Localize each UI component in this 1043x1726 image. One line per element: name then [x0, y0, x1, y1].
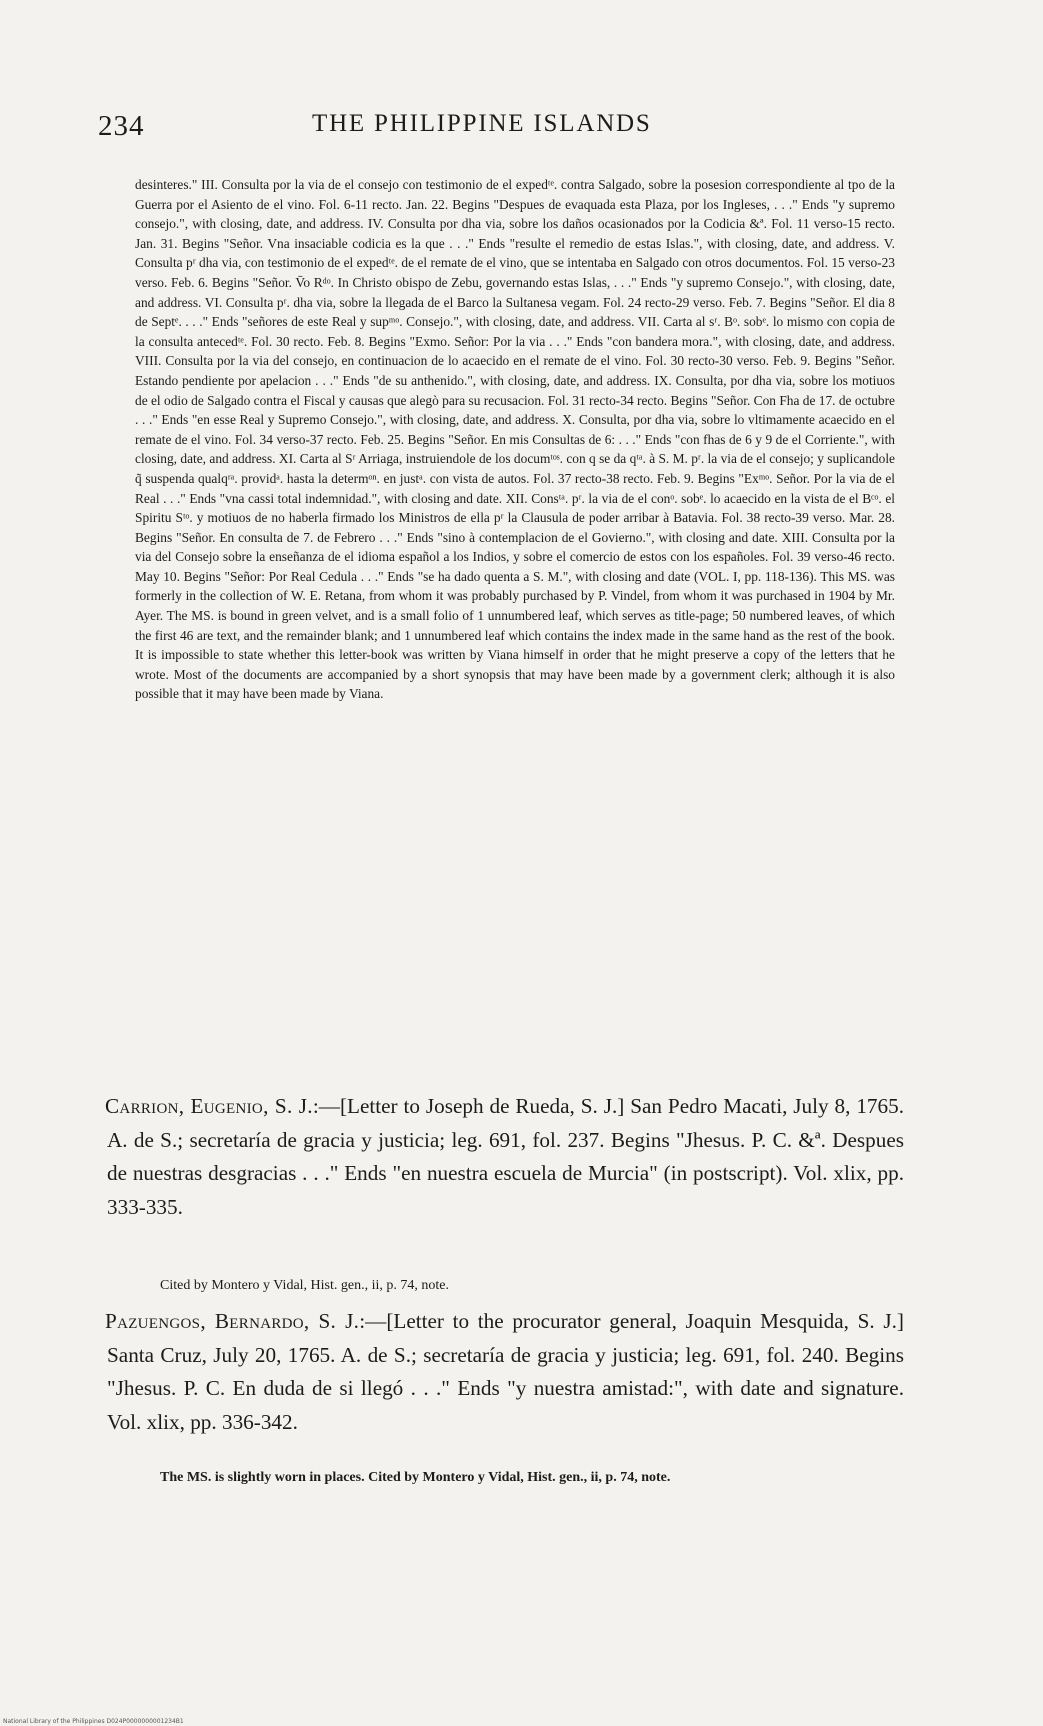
page-number: 234	[98, 110, 145, 142]
bibliography-entry-pazuengos	[107, 1305, 904, 1439]
entry-paragraph	[107, 1090, 904, 1224]
entry-author: Pazuengos, Bernardo, S. J.	[105, 1309, 360, 1333]
page-header	[98, 110, 898, 150]
entry-author: Carrion, Eugenio, S. J.	[105, 1094, 313, 1118]
running-title: THE PHILIPPINE ISLANDS	[312, 110, 652, 137]
description-paragraph: desinteres." III. Consulta por la via de el consejo con testimonio de el expedᵗᵉ. contra Salgado, sobre la posesion correspondiente al tpo de la Guerra por el Asiento de el vino. Fol. 6-11 recto. Jan. 22. Begins "Despues de evaquada esta Plaza, por los Ingleses, . . ." Ends "y supremo consejo.", with closing, date, and address. IV. Consulta por dha via, sobre los daños ocasionados por la Codicia &ª. Fol. 11 verso-15 recto. Jan. 31. Begins "Señor. Vna insaciable codicia es la que . . ." Ends "resulte el remedio de estas Islas.", with closing, date, and address. V. Consulta pʳ dha via, con testimonio de el expedᵗᵉ. de el remate de el vino, que se intentaba en Salgado con otros documentos. Fol. 15 verso-23 verso. Feb. 6. Begins "Señor. V̄o Rᵈᵒ. In Christo obispo de Zebu, governando estas Islas, . . ." Ends "y supremo Consejo.", with closing, date, and address. VI. Consulta pʳ. dha via, sobre la llegada de el Barco la Sultanesa vegam. Fol. 24 recto-29 verso. Feb. 7. Begins "Señor. El dia 8 de Septᵉ. . . ." Ends "señores de este Real y supᵐᵒ. Consejo.", with closing, date, and address. VII. Carta al sʳ. Bᵒ. sobᵉ. lo mismo con copia de la consulta antecedᵗᵉ. Fol. 30 recto. Feb. 8. Begins "Exmo. Señor: Por la via . . ." Ends "con bandera mora.", with closing, date, and address. VIII. Consulta por la via del consejo, en continuacion de lo acaecido en el remate de el vino. Fol. 30 recto-30 verso. Feb. 9. Begins "Señor. Estando pendiente por apelacion . . ." Ends "de su anthenido.", with closing, date, and address. IX. Consulta, por dha via, sobre los motiuos de el odio de Salgado contra el Fiscal y causas que alegò para su recusacion. Fol. 31 recto-34 recto. Begins "Señor. Con Fha de 17. de octubre . . ." Ends "en esse Real y Supremo Consejo.", with closing, date, and address. X. Consulta, por dha via, sobre lo vltimamente acaecido en el remate de el vino. Fol. 34 verso-37 recto. Feb. 25. Begins "Señor. En mis Consultas de 6: . . ." Ends "con fhas de 6 y 9 de el Corriente.", with closing, date, and address. XI. Carta al Sʳ Arriaga, instruiendole de los documᵗᵒˢ. con q se da qᵗᵃ. à S. M. pʳ. la via de el consejo; y suplicandole q̃ suspenda qualqʳᵃ. providᵃ. hasta la determᵒⁿ. en justᵃ. con vista de autos. Fol. 37 recto-38 recto. Feb. 9. Begins "Exᵐᵒ. Señor. Por la via de el Real . . ." Ends "vna cassi total indemnidad.", with closing and date. XII. Consᵗᵃ. pʳ. la via de el conᵒ. sobᵉ. lo acaecido en la vista de el Bᶜᵒ. el Spiritu Sᵗᵒ. y motiuos de no haberla firmado los Ministros de ella pʳ la Clausula de poder arribar à Batavia. Fol. 38 recto-39 verso. Mar. 28. Begins "Señor. En consulta de 7. de Febrero . . ." Ends "sino à contemplacion de el Govierno.", with closing and date. XIII. Consulta por la via del Consejo sobre la enseñanza de el idioma español a los Indios, y sobre el comercio de estos con los españoles. Fol. 39 verso-46 recto. May 10. Begins "Señor: Por Real Cedula . . ." Ends "se ha dado quenta a S. M.", with closing and date (VOL. I, pp. 118-136). This MS. was formerly in the collection of W. E. Retana, from whom it was probably purchased by P. Vindel, from whom it was purchased in 1904 by Mr. Ayer. The MS. is bound in green velvet, and is a small folio of 1 unnumbered leaf, which serves as title-page; 50 numbered leaves, of which the first 46 are text, and the remainder blank; and 1 unnumbered leaf which contains the index made in the same hand as the rest of the book. It is impossible to state whether this letter-book was written by Viana himself in order that he might preserve a copy of the letters that he wrote. Most of the documents are accompanied by a short synopsis that may have been made by a government clerk; although it is also possible that it may have been made by Viana.	[135, 177, 895, 702]
entry-text: :—[Letter to Joseph de Rueda, S. J.] San Pedro Macati, July 8, 1765. A. de S.; secretaría de gracia y justicia; leg. 691, fol. 237. Begins "Jhesus. P. C. &ª. Despues de nuestras desgracias . . ." Ends "en nuestra escuela de Murcia" (in postscript). Vol. xlix, pp. 333-335.	[107, 1094, 904, 1219]
entry-note-pazuengos: The MS. is slightly worn in places. Cited by Montero y Vidal, Hist. gen., ii, p. 74, note.	[160, 1470, 671, 1485]
entry-note-carrion: Cited by Montero y Vidal, Hist. gen., ii, p. 74, note.	[160, 1278, 449, 1293]
scan-credit: National Library of the Philippines D024P0000000001234B1	[3, 1718, 184, 1725]
entry-paragraph	[107, 1305, 904, 1439]
entry-text: :—[Letter to the procurator general, Joaquin Mesquida, S. J.] Santa Cruz, July 20, 1765. A. de S.; secretaría de gracia y justicia; leg. 691, fol. 240. Begins "Jhesus. P. C. En duda de si llegó . . ." Ends "y nuestra amistad:", with date and signature. Vol. xlix, pp. 336-342.	[107, 1309, 904, 1434]
bibliography-entry-carrion	[107, 1090, 904, 1224]
manuscript-description	[135, 175, 895, 704]
